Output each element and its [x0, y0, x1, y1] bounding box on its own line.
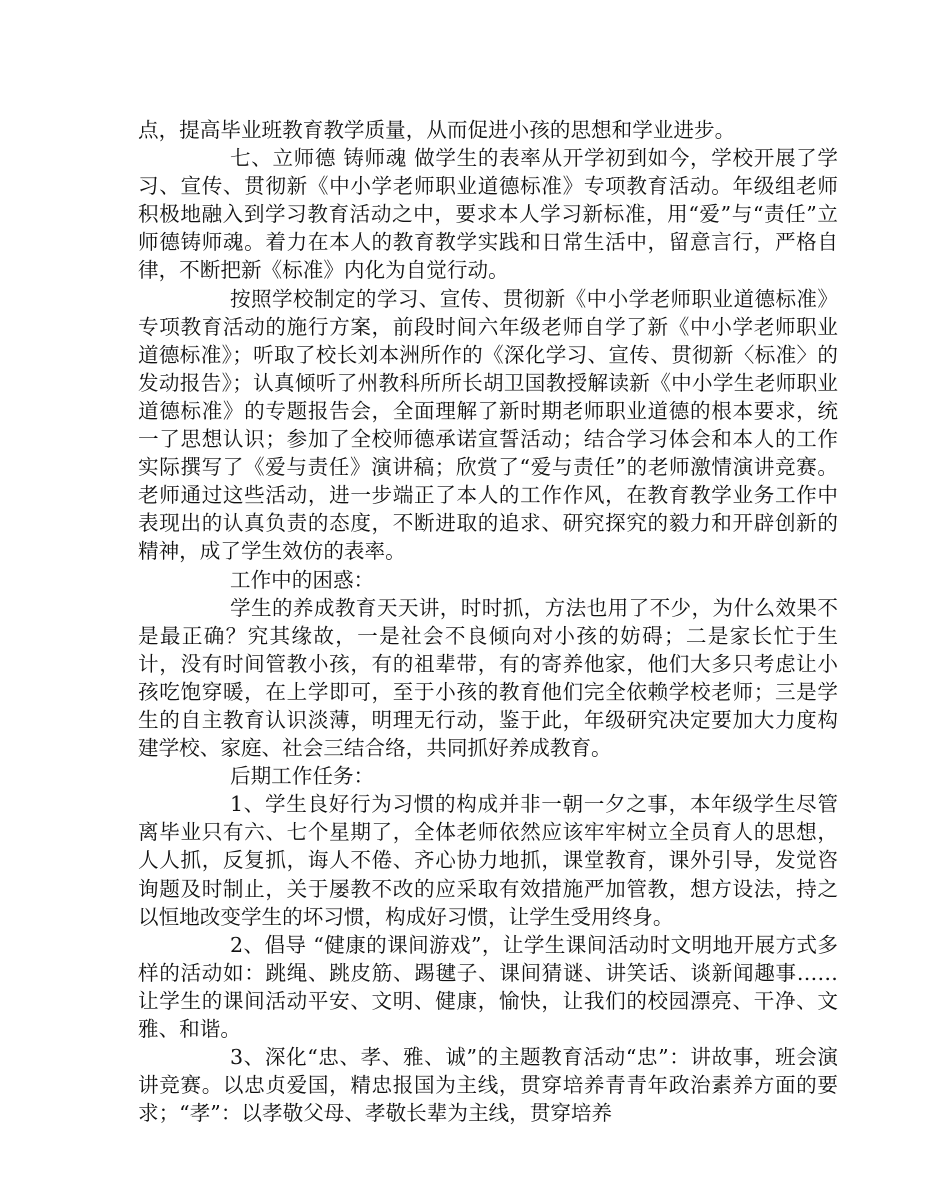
- list-item-task-1: 1、学生良好行为习惯的构成并非一朝一夕之事，本年级学生尽管离毕业只有六、七个星期了，全体老师依然应该牢牢树立全员育人的思想，人人抓，反复抓，诲人不倦、齐心协力地抓，课堂教育，课外引导，发觉咨询题及时制止，关于屡教不改的应采取有效措施严加管教，想方设法，持之以恒地改变学生的坏习惯，构成好习惯，让学生受用终身。: [138, 792, 838, 929]
- paragraph-1: 点，提高毕业班教育教学质量，从而促进小孩的思想和学业进步。: [138, 118, 736, 142]
- document-page: [138, 116, 838, 1127]
- list-item-task-2: 2、倡导 “健康的课间游戏”，让学生课间活动时文明地开展方式多样的活动如：跳绳、跳皮筋、踢毽子、课间猜谜、讲笑话、谈新闻趣事……让学生的课间活动平安、文明、健康，愉快，让我们的校园漂亮、干净、文雅、和谐。: [138, 932, 838, 1041]
- paragraph-3: 按照学校制定的学习、宣传、贯彻新《中小学老师职业道德标准》专项教育活动的施行方案，前段时间六年级老师自学了新《中小学老师职业道德标准》；听取了校长刘本洲所作的《深化学习、宣传、贯彻新〈标准〉的发动报告》；认真倾听了州教科所所长胡卫国教授解读新《中小学生老师职业道德标准》的专题报告会，全面理解了新时期老师职业道德的根本要求，统一了思想认识；参加了全校师德承诺宣誓活动；结合学习体会和本人的工作实际撰写了《爱与责任》演讲稿；欣赏了“爱与责任”的老师激情演讲竞赛。老师通过这些活动，进一步端正了本人的工作作风，在教育教学业务工作中表现出的认真负责的态度，不断进取的追求、研究探究的毅力和开辟创新的精神，成了学生效仿的表率。: [138, 286, 838, 564]
- paragraph-5: 学生的养成教育天天讲，时时抓，方法也用了不少，为什么效果不是最正确？究其缘故，一是社会不良倾向对小孩的妨碍；二是家长忙于生计，没有时间管教小孩，有的祖辈带，有的寄养他家，他们大多只考虑让小孩吃饱穿暖，在上学即可，至于小孩的教育他们完全依赖学校老师；三是学生的自主教育认识淡薄，明理无行动，鉴于此，年级研究决定要加大力度构建学校、家庭、社会三结合络，共同抓好养成教育。: [138, 595, 838, 761]
- heading-work-difficulties: 工作中的困惑：: [230, 567, 375, 592]
- paragraph-2: 七、立师德 铸师魂 做学生的表率从开学初到如今，学校开展了学习、宣传、贯彻新《中小学老师职业道德标准》专项教育活动。年级组老师积极地融入到学习教育活动之中，要求本人学习新标准，用“爱”与“责任”立师德铸师魂。着力在本人的教育教学实践和日常生活中，留意言行，严格自律，不断把新《标准》内化为自觉行动。: [138, 146, 838, 283]
- list-item-task-3: 3、深化“忠、孝、雅、诚”的主题教育活动“忠”：讲故事，班会演讲竞赛。以忠贞爱国，精忠报国为主线，贯穿培养青青年政治素养方面的要求；“孝”：以孝敬父母、孝敬长辈为主线，贯穿培养: [138, 1045, 838, 1126]
- heading-later-tasks: 后期工作任务：: [230, 764, 375, 789]
